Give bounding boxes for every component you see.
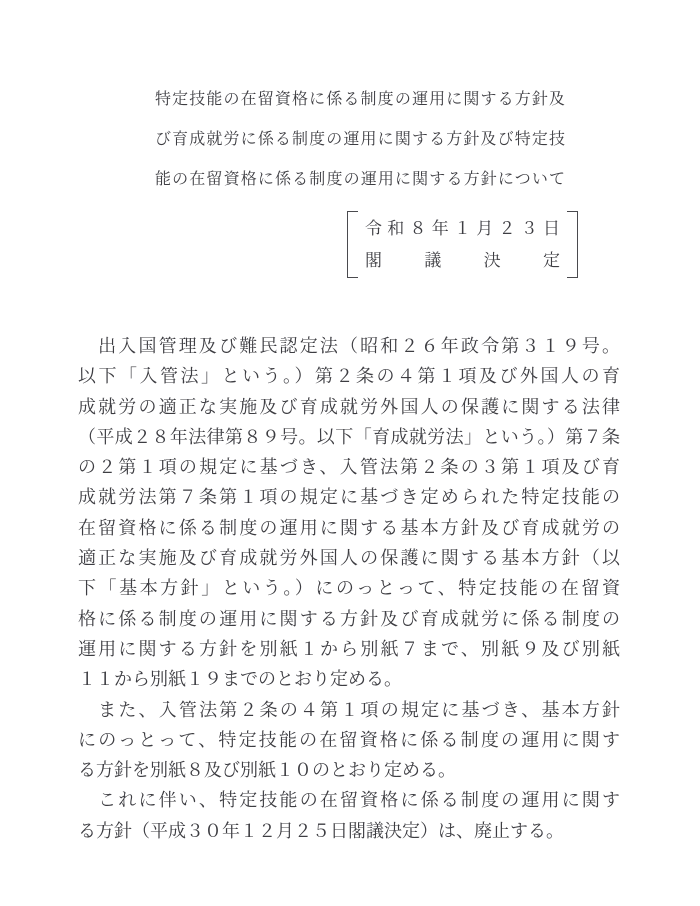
- body-line: 成就労法第７条第１項の規定に基づき定められた特定技能の: [78, 487, 620, 508]
- body-line: 成就労の適正な実施及び育成就労外国人の保護に関する法律: [78, 396, 620, 417]
- body-line: る方針を別紙８及び別紙１０のとおり定める。: [78, 760, 456, 781]
- body-text: [78, 331, 620, 846]
- body-line: る方針（平成３０年１２月２５日閣議決定）は、廃止する。: [78, 820, 564, 841]
- body-line: 適正な実施及び育成就労外国人の保護に関する基本方針（以: [78, 548, 620, 569]
- title-line: 特定技能の在留資格に係る制度の運用に関する方針及: [155, 91, 565, 108]
- title-line: び育成就労に係る制度の運用に関する方針及び特定技: [155, 131, 565, 148]
- cabinet-decision-box: [347, 211, 578, 278]
- body-line: （平成２８年法律第８９号。以下「育成就労法」という。）第７条: [78, 426, 620, 447]
- decision-label: 閣議決定: [365, 250, 560, 270]
- body-line: これに伴い、特定技能の在留資格に係る制度の運用に関す: [78, 790, 620, 811]
- body-line: 以下「入管法」という。）第２条の４第１項及び外国人の育: [78, 366, 620, 387]
- document-title: [155, 80, 565, 200]
- body-line: 在留資格に係る制度の運用に関する基本方針及び育成就労の: [78, 517, 620, 538]
- body-line: の２第１項の規定に基づき、入管法第２条の３第１項及び育: [78, 457, 620, 478]
- title-line: 能の在留資格に係る制度の運用に関する方針について: [155, 171, 565, 188]
- body-line: 出入国管理及び難民認定法（昭和２６年政令第３１９号。: [78, 336, 620, 356]
- body-line: 下「基本方針」という。）にのっとって、特定技能の在留資: [78, 578, 620, 599]
- right-bracket-icon: [567, 211, 578, 278]
- body-line: １１から別紙１９までのとおり定める。: [78, 669, 402, 690]
- decision-date: 令和８年１月２３日: [365, 218, 560, 238]
- left-bracket-icon: [347, 211, 358, 278]
- body-line: 運用に関する方針を別紙１から別紙７まで、別紙９及び別紙: [78, 638, 620, 659]
- body-line: また、入管法第２条の４第１項の規定に基づき、基本方針: [78, 699, 620, 720]
- body-line: にのっとって、特定技能の在留資格に係る制度の運用に関す: [78, 729, 620, 750]
- body-line: 格に係る制度の運用に関する方針及び育成就労に係る制度の: [78, 608, 620, 629]
